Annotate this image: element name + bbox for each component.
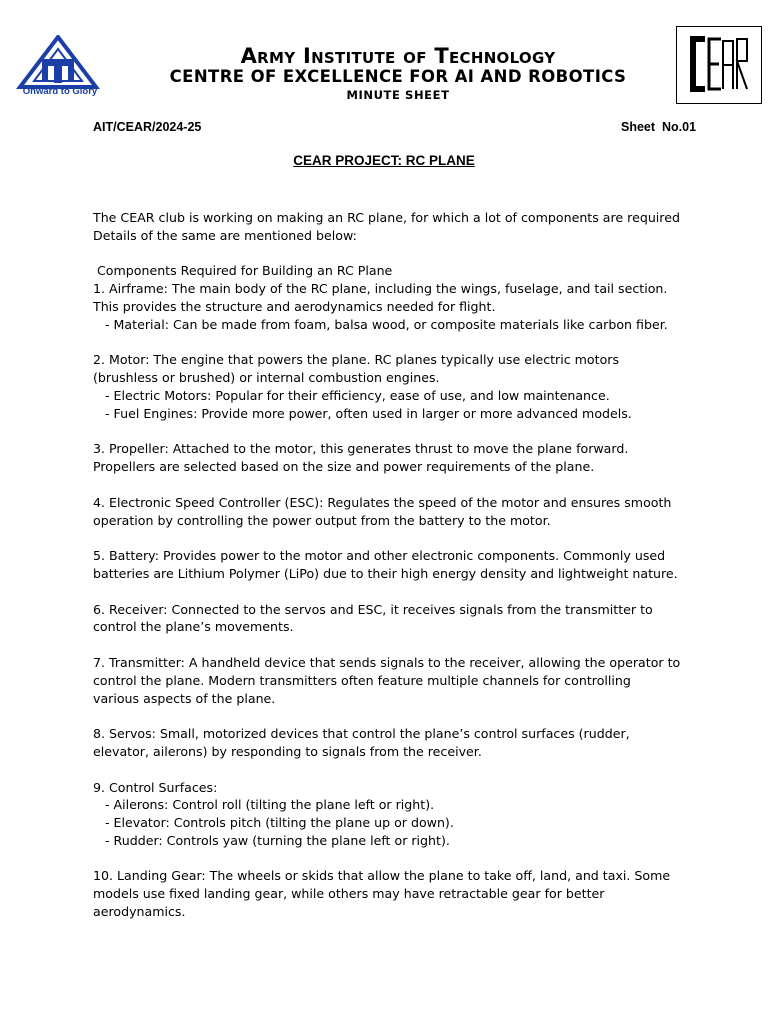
body-line <box>93 636 693 654</box>
body-line <box>93 334 693 352</box>
body-line: 7. Transmitter: A handheld device that sends signals to the receiver, allowing the operator to <box>93 654 681 670</box>
institute-title: Army Institute of Technology <box>240 44 556 68</box>
body-line: models use fixed landing gear, while others may have retractable gear for better <box>93 886 605 902</box>
body-line <box>93 529 693 547</box>
centre-title: CENTRE OF EXCELLENCE FOR AI AND ROBOTICS <box>169 67 627 86</box>
body-line <box>93 423 693 441</box>
body-line: 3. Propeller: Attached to the motor, this generates thrust to move the plane forward. <box>93 441 629 457</box>
body-line: 10. Landing Gear: The wheels or skids that allow the plane to take off, land, and taxi. Some <box>93 868 671 884</box>
body-line: aerodynamics. <box>93 904 186 920</box>
body-line: 5. Battery: Provides power to the motor and other electronic components. Commonly used <box>93 548 666 564</box>
reference-code: AIT/CEAR/2024-25 <box>93 120 202 134</box>
body-line: This provides the structure and aerodynamics needed for flight. <box>93 298 496 314</box>
body-line <box>93 707 693 725</box>
body-line: The CEAR club is working on making an RC plane, for which a lot of components are required <box>93 210 680 225</box>
project-title: CEAR PROJECT: RC PLANE <box>293 153 475 168</box>
body-line: - Fuel Engines: Provide more power, often used in larger or more advanced models. <box>93 405 632 421</box>
body-line: control the plane’s movements. <box>93 619 294 635</box>
body-line <box>93 476 693 494</box>
body-line: elevator, ailerons) by responding to signals from the receiver. <box>93 743 482 759</box>
body-line: 1. Airframe: The main body of the RC plane, including the wings, fuselage, and tail section. <box>93 281 668 297</box>
sheet-number: Sheet No.01 <box>621 120 697 134</box>
body-line: Details of the same are mentioned below: <box>93 227 357 243</box>
body-line: Propellers are selected based on the size and power requirements of the plane. <box>93 459 595 475</box>
body-line: various aspects of the plane. <box>93 690 276 706</box>
body-line <box>93 850 693 868</box>
body-line: Components Required for Building an RC Plane <box>93 263 393 279</box>
logo-motto: Onward to Glory <box>22 86 98 97</box>
body-line: 6. Receiver: Connected to the servos and ESC, it receives signals from the transmitter to <box>93 601 653 617</box>
body-line: operation by controlling the power output from the battery to the motor. <box>93 512 551 528</box>
body-line: control the plane. Modern transmitters often feature multiple channels for controlling <box>93 672 631 688</box>
body-line: - Material: Can be made from foam, balsa wood, or composite materials like carbon fiber. <box>93 316 668 332</box>
minute-body <box>93 209 693 921</box>
body-line: 9. Control Surfaces: <box>93 779 218 795</box>
body-line: - Rudder: Controls yaw (turning the plane left or right). <box>93 832 450 848</box>
body-line: - Ailerons: Control roll (tilting the plane left or right). <box>93 797 435 813</box>
body-line: 8. Servos: Small, motorized devices that control the plane’s control surfaces (rudder, <box>93 726 630 742</box>
body-line: batteries are Lithium Polymer (LiPo) due to their high energy density and lightweight nature. <box>93 565 678 581</box>
body-line <box>93 583 693 601</box>
sheet-type: MINUTE SHEET <box>346 88 450 102</box>
body-line <box>93 761 693 779</box>
body-line: 4. Electronic Speed Controller (ESC): Regulates the speed of the motor and ensures smooth <box>93 494 672 510</box>
body-line: - Electric Motors: Popular for their efficiency, ease of use, and low maintenance. <box>93 387 610 403</box>
cear-logo-icon <box>676 26 762 104</box>
body-line: - Elevator: Controls pitch (tilting the plane up or down). <box>93 815 454 831</box>
body-line: (brushless or brushed) or internal combustion engines. <box>93 370 440 386</box>
body-line <box>93 245 693 263</box>
body-line: 2. Motor: The engine that powers the plane. RC planes typically use electric motors <box>93 352 620 368</box>
